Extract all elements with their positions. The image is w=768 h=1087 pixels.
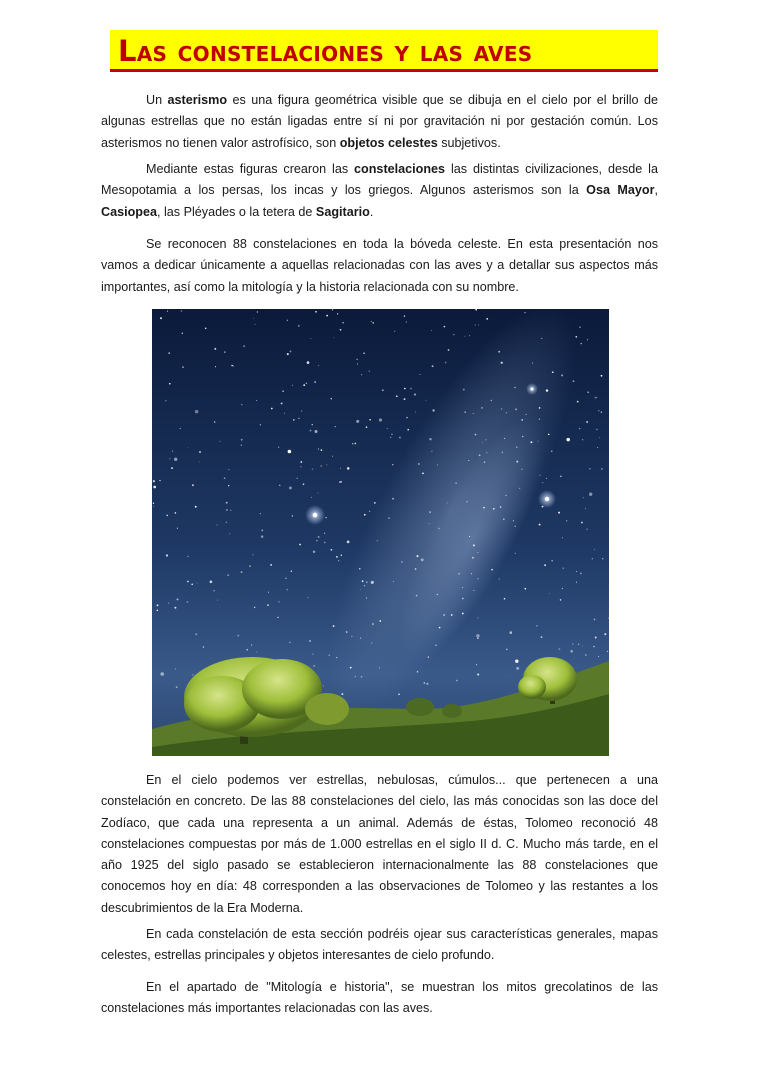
- term-constelaciones: constelaciones: [354, 162, 446, 176]
- paragraph-zodiaco: En el cielo podemos ver estrellas, nebulosas, cúmulos... que pertenecen a una constelación en concreto. De las 88 constelaciones del cielo, las más conocidas son las doce del Zodíaco, que cada una representa a un animal. Además de éstas, Tolomeo reconoció 48 constelaciones compuestas por más de 1.000 estrellas en el siglo II d. C. Mucho más tarde, en el año 1925 del siglo pasado se establecieron internacionalmente las 88 constelaciones que conocemos hoy en día: 48 corresponden a las observaciones de Tolomeo y las restantes a los descubrimientos de la Era Moderna.: [101, 773, 658, 915]
- paragraph-88-constelaciones: Se reconocen 88 constelaciones en toda la bóveda celeste. En esta presentación nos vamos a dedicar únicamente a aquellas relacionadas con las aves y a detallar sus aspectos más importantes, así como la mitología y la historia relacionada con su nombre.: [101, 237, 658, 294]
- paragraph-asterismo: Un asterismo es una figura geométrica visible que se dibuja en el cielo por el brillo de algunas estrellas que no están ligadas entre sí ni por gravitación ni por gestación común. Los asterismos no tienen valor astrofísico, son objetos celestes subjetivos.: [101, 93, 658, 150]
- paragraph-constelaciones: Mediante estas figuras crearon las constelaciones las distintas civilizaciones, desde la Mesopotamia a los persas, los incas y los griegos. Algunos asterismos son la Osa Mayor, Casiopea, las Pléyades o la tetera de Sagitario.: [101, 162, 658, 219]
- term-asterismo: asterismo: [167, 93, 228, 107]
- term-objetos-celestes: objetos celestes: [339, 135, 438, 150]
- night-sky-photo: [152, 309, 609, 756]
- title-highlight: [110, 30, 658, 72]
- term-osa-mayor: Osa Mayor: [586, 183, 655, 198]
- page-title: Las constelaciones y las aves: [118, 34, 533, 68]
- paragraph-mitologia: En el apartado de "Mitología e historia", se muestran los mitos grecolatinos de las constelaciones más importantes relacionadas con las aves.: [101, 980, 658, 1016]
- term-casiopea: Casiopea: [101, 204, 157, 219]
- term-sagitario: Sagitario: [315, 204, 370, 219]
- paragraph-seccion: En cada constelación de esta sección podréis ojear sus características generales, mapas celestes, estrellas principales y objetos interesantes de cielo profundo.: [101, 927, 658, 963]
